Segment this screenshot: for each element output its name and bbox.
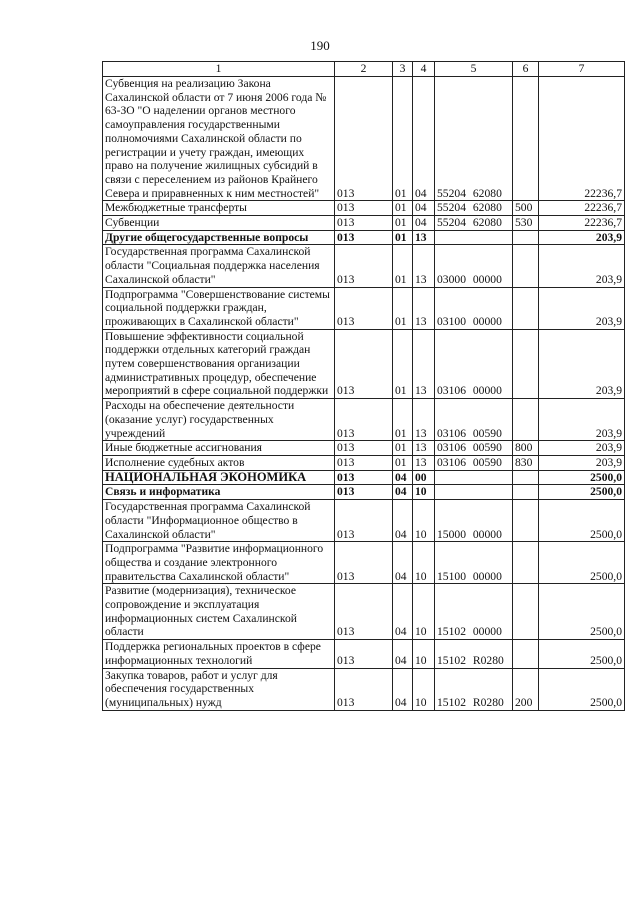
row-target-code [435, 230, 513, 245]
row-sum: 2500,0 [539, 485, 625, 500]
row-section: 01 [393, 287, 413, 329]
row-grbs: 013 [335, 441, 393, 456]
row-section: 04 [393, 640, 413, 668]
row-name: Расходы на обеспечение деятельности (оказание услуг) государственных учреждений [103, 399, 335, 441]
table-row [103, 399, 625, 441]
row-expense-type [513, 542, 539, 584]
row-target-code: 55204 62080 [435, 216, 513, 231]
row-grbs: 013 [335, 500, 393, 542]
row-target-code: 15102 R0280 [435, 668, 513, 710]
row-expense-type [513, 485, 539, 500]
table-row [103, 455, 625, 470]
row-target-code: 03106 00000 [435, 329, 513, 399]
row-sum: 2500,0 [539, 584, 625, 640]
table-row [103, 230, 625, 245]
row-grbs: 013 [335, 455, 393, 470]
table-row [103, 500, 625, 542]
row-subsection: 00 [413, 470, 435, 485]
row-name: Подпрограмма "Совершенствование системы социальной поддержки граждан, проживающих в Сахалинской области" [103, 287, 335, 329]
header-col-2: 2 [335, 62, 393, 77]
header-col-5: 5 [435, 62, 513, 77]
row-section: 01 [393, 399, 413, 441]
row-section: 01 [393, 441, 413, 456]
row-name: Субвенции [103, 216, 335, 231]
row-target-code: 03000 00000 [435, 245, 513, 287]
table-row [103, 640, 625, 668]
row-expense-type [513, 77, 539, 201]
row-subsection: 13 [413, 399, 435, 441]
table-row [103, 470, 625, 485]
row-sum: 203,9 [539, 329, 625, 399]
header-col-7: 7 [539, 62, 625, 77]
row-section: 04 [393, 500, 413, 542]
table-row [103, 441, 625, 456]
row-name: Другие общегосударственные вопросы [103, 230, 335, 245]
row-subsection: 04 [413, 216, 435, 231]
row-expense-type [513, 500, 539, 542]
row-subsection: 04 [413, 201, 435, 216]
row-target-code: 03100 00000 [435, 287, 513, 329]
row-name: Закупка товаров, работ и услуг для обеспечения государственных (муниципальных) нужд [103, 668, 335, 710]
row-grbs: 013 [335, 230, 393, 245]
row-expense-type [513, 245, 539, 287]
row-subsection: 13 [413, 329, 435, 399]
row-expense-type [513, 329, 539, 399]
budget-table [102, 61, 625, 711]
row-sum: 203,9 [539, 441, 625, 456]
row-section: 04 [393, 485, 413, 500]
row-grbs: 013 [335, 245, 393, 287]
row-expense-type [513, 470, 539, 485]
row-grbs: 013 [335, 470, 393, 485]
row-sum: 2500,0 [539, 668, 625, 710]
row-expense-type [513, 584, 539, 640]
table-row [103, 329, 625, 399]
row-grbs: 013 [335, 287, 393, 329]
row-target-code: 03106 00590 [435, 455, 513, 470]
row-section: 04 [393, 668, 413, 710]
row-target-code: 15102 R0280 [435, 640, 513, 668]
row-sum: 2500,0 [539, 542, 625, 584]
table-row [103, 485, 625, 500]
row-expense-type: 830 [513, 455, 539, 470]
table-row [103, 201, 625, 216]
row-subsection: 10 [413, 542, 435, 584]
row-target-code: 15102 00000 [435, 584, 513, 640]
row-name: Повышение эффективности социальной поддержки отдельных категорий граждан путем совершенствования организации административных процедур, обеспечение мероприятий в сфере социальной поддержки [103, 329, 335, 399]
row-target-code: 15000 00000 [435, 500, 513, 542]
row-subsection: 13 [413, 455, 435, 470]
row-name: Развитие (модернизация), техническое сопровождение и эксплуатация информационных систем Сахалинской области [103, 584, 335, 640]
row-section: 01 [393, 216, 413, 231]
row-grbs: 013 [335, 216, 393, 231]
row-target-code: 55204 62080 [435, 77, 513, 201]
row-subsection: 13 [413, 245, 435, 287]
row-section: 04 [393, 584, 413, 640]
row-grbs: 013 [335, 542, 393, 584]
row-sum: 2500,0 [539, 500, 625, 542]
row-grbs: 013 [335, 329, 393, 399]
row-target-code: 55204 62080 [435, 201, 513, 216]
row-target-code [435, 470, 513, 485]
row-name: Межбюджетные трансферты [103, 201, 335, 216]
row-subsection: 13 [413, 230, 435, 245]
header-col-3: 3 [393, 62, 413, 77]
row-subsection: 13 [413, 287, 435, 329]
row-name: Связь и информатика [103, 485, 335, 500]
row-subsection: 10 [413, 640, 435, 668]
row-subsection: 10 [413, 485, 435, 500]
row-sum: 22236,7 [539, 201, 625, 216]
row-sum: 22236,7 [539, 77, 625, 201]
row-name: Субвенция на реализацию Закона Сахалинской области от 7 июня 2006 года № 63-ЗО "О наделении органов местного самоуправления государственными полномочиями Сахалинской области по регистрации и учету граждан, имеющих право на получение жилищных субсидий в связи с переселением из районов Крайнего Севера и приравненных к ним местностей" [103, 77, 335, 201]
row-expense-type [513, 399, 539, 441]
row-expense-type [513, 640, 539, 668]
row-grbs: 013 [335, 201, 393, 216]
row-sum: 203,9 [539, 245, 625, 287]
row-sum: 203,9 [539, 230, 625, 245]
page-number: 190 [310, 38, 330, 53]
row-sum: 2500,0 [539, 640, 625, 668]
row-grbs: 013 [335, 640, 393, 668]
row-expense-type: 200 [513, 668, 539, 710]
row-section: 01 [393, 201, 413, 216]
row-grbs: 013 [335, 668, 393, 710]
row-expense-type: 530 [513, 216, 539, 231]
row-name: НАЦИОНАЛЬНАЯ ЭКОНОМИКА [103, 470, 335, 485]
row-expense-type: 800 [513, 441, 539, 456]
row-grbs: 013 [335, 77, 393, 201]
row-section: 04 [393, 542, 413, 584]
row-target-code: 15100 00000 [435, 542, 513, 584]
table-row [103, 668, 625, 710]
row-section: 01 [393, 77, 413, 201]
row-grbs: 013 [335, 399, 393, 441]
row-expense-type [513, 287, 539, 329]
table-row [103, 542, 625, 584]
row-sum: 2500,0 [539, 470, 625, 485]
row-section: 01 [393, 245, 413, 287]
row-subsection: 10 [413, 500, 435, 542]
row-target-code: 03106 00590 [435, 441, 513, 456]
table-row [103, 287, 625, 329]
row-name: Иные бюджетные ассигнования [103, 441, 335, 456]
row-section: 01 [393, 455, 413, 470]
header-col-4: 4 [413, 62, 435, 77]
row-section: 04 [393, 470, 413, 485]
row-name: Подпрограмма "Развитие информационного общества и создание электронного правительства Сахалинской области" [103, 542, 335, 584]
header-col-1: 1 [103, 62, 335, 77]
row-sum: 203,9 [539, 287, 625, 329]
row-expense-type: 500 [513, 201, 539, 216]
row-sum: 203,9 [539, 455, 625, 470]
table-row [103, 216, 625, 231]
row-grbs: 013 [335, 485, 393, 500]
row-section: 01 [393, 230, 413, 245]
row-name: Исполнение судебных актов [103, 455, 335, 470]
row-subsection: 13 [413, 441, 435, 456]
row-sum: 203,9 [539, 399, 625, 441]
row-target-code [435, 485, 513, 500]
row-section: 01 [393, 329, 413, 399]
table-row [103, 584, 625, 640]
table-row [103, 77, 625, 201]
row-target-code: 03106 00590 [435, 399, 513, 441]
row-subsection: 10 [413, 668, 435, 710]
row-sum: 22236,7 [539, 216, 625, 231]
row-expense-type [513, 230, 539, 245]
table-row [103, 245, 625, 287]
row-subsection: 10 [413, 584, 435, 640]
row-grbs: 013 [335, 584, 393, 640]
row-name: Государственная программа Сахалинской области "Информационное общество в Сахалинской области" [103, 500, 335, 542]
header-col-6: 6 [513, 62, 539, 77]
row-name: Поддержка региональных проектов в сфере информационных технологий [103, 640, 335, 668]
header-row [103, 62, 625, 77]
row-name: Государственная программа Сахалинской области "Социальная поддержка населения Сахалинской области" [103, 245, 335, 287]
row-subsection: 04 [413, 77, 435, 201]
